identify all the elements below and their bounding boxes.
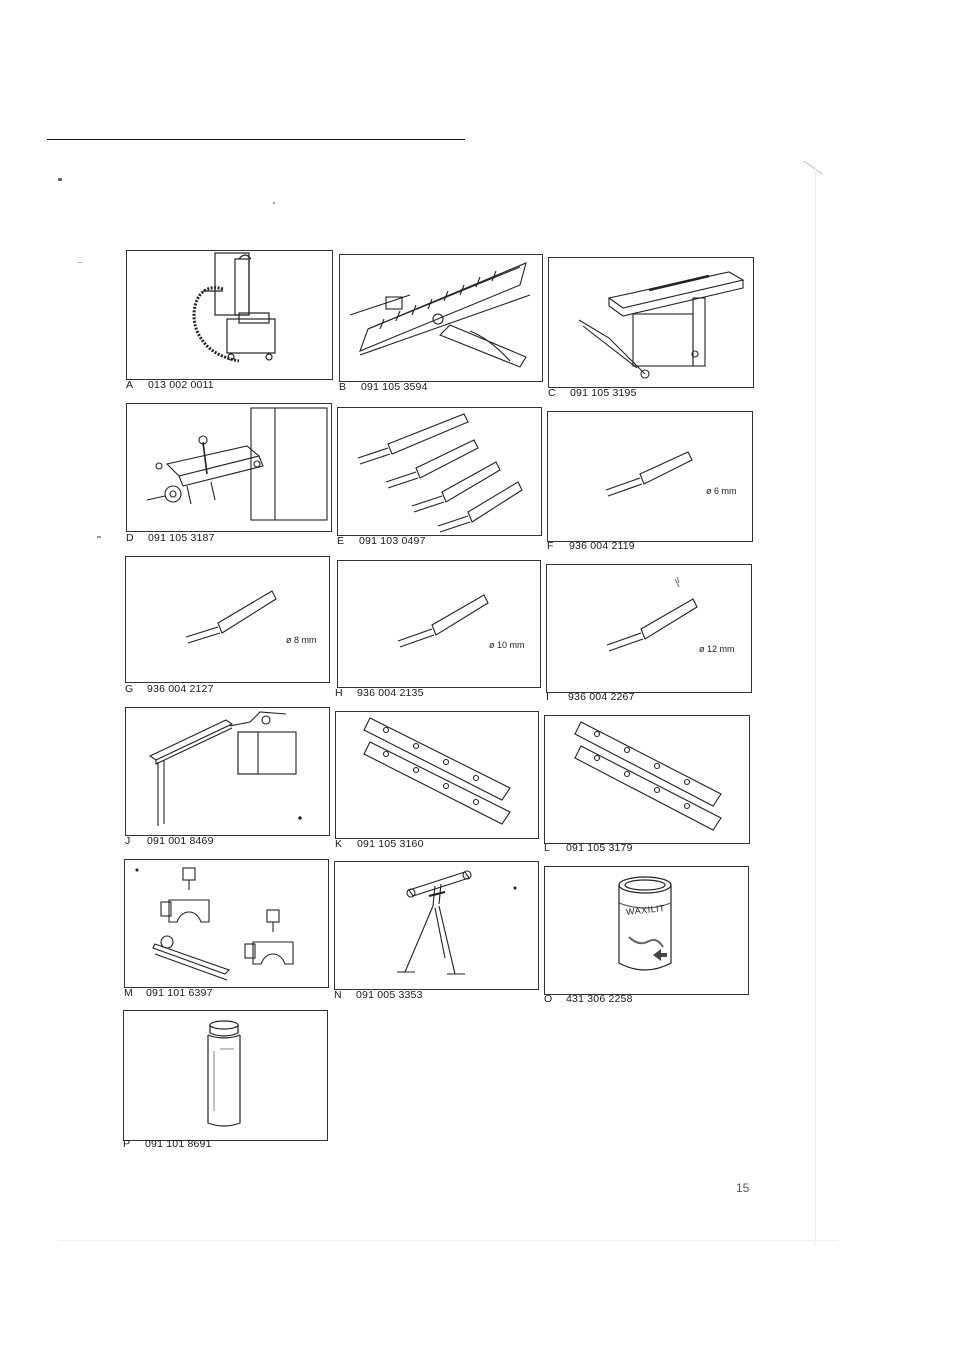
item-caption-k — [335, 838, 424, 850]
item-caption-c — [548, 387, 637, 399]
scan-speck — [58, 178, 62, 181]
item-caption-d — [126, 532, 215, 544]
roller-stand-illustration — [334, 861, 539, 990]
item-letter: G — [125, 683, 134, 695]
part-number: 091 001 8469 — [147, 835, 214, 847]
part-number: 936 004 2135 — [357, 687, 424, 699]
planer-table-illustration — [548, 257, 754, 388]
item-letter: I — [546, 691, 550, 703]
item-caption-b — [339, 381, 428, 393]
item-caption-n — [334, 989, 423, 1001]
mortising-table-illustration — [126, 403, 332, 532]
item-letter: K — [335, 838, 343, 850]
part-number: 013 002 0011 — [148, 379, 214, 391]
item-caption-f — [547, 540, 635, 552]
drill-bit-illustration — [125, 556, 330, 683]
scan-mark — [800, 158, 826, 178]
drill-bit-illustration — [337, 560, 541, 688]
item-caption-o — [544, 993, 633, 1005]
part-number: 091 105 3594 — [361, 381, 428, 393]
part-number: 091 105 3179 — [566, 842, 633, 854]
part-number: 091 101 6397 — [146, 987, 213, 999]
part-number: 091 103 0497 — [359, 535, 426, 547]
scan-speck — [78, 262, 82, 263]
part-number: 431 306 2258 — [566, 993, 633, 1005]
dust-extractor-illustration — [126, 250, 333, 380]
part-number: 091 105 3195 — [570, 387, 637, 399]
item-caption-e — [337, 535, 426, 547]
item-letter: A — [126, 379, 134, 391]
part-number: 091 101 8691 — [145, 1138, 212, 1150]
item-caption-i — [546, 691, 635, 703]
blade-setting-gauge-illustration — [124, 859, 329, 988]
item-caption-p — [123, 1138, 212, 1150]
item-letter: E — [337, 535, 345, 547]
part-number: 936 004 2267 — [568, 691, 635, 703]
part-number: 091 105 3160 — [357, 838, 424, 850]
item-caption-l — [544, 842, 633, 854]
planer-blades-illustration — [544, 715, 750, 844]
item-letter: J — [125, 835, 131, 847]
part-number: 091 105 3187 — [148, 532, 215, 544]
item-caption-m — [124, 987, 213, 999]
scan-edge — [815, 165, 816, 1245]
table-extension-illustration — [125, 707, 330, 836]
diameter-label: ø 10 mm — [489, 640, 525, 650]
item-letter: D — [126, 532, 134, 544]
part-number: 936 004 2127 — [147, 683, 214, 695]
item-letter: H — [335, 687, 343, 699]
page-number: 15 — [736, 1181, 750, 1195]
item-letter: P — [123, 1138, 131, 1150]
item-caption-a — [126, 379, 214, 391]
item-letter: F — [547, 540, 554, 552]
waxilit-can-illustration — [544, 866, 749, 995]
spray-can-illustration — [123, 1010, 328, 1141]
can-label: WAXILIT — [625, 902, 666, 918]
item-letter: L — [544, 842, 551, 854]
heading-rule — [47, 139, 465, 140]
diameter-label: ø 12 mm — [699, 644, 735, 654]
item-letter: B — [339, 381, 347, 393]
drill-bit-illustration — [547, 411, 753, 542]
part-number: 091 005 3353 — [356, 989, 423, 1001]
item-letter: M — [124, 987, 133, 999]
diameter-label: ø 8 mm — [286, 635, 317, 645]
diameter-label: ø 6 mm — [706, 486, 737, 496]
scan-edge — [58, 1240, 838, 1241]
item-caption-j — [125, 835, 214, 847]
item-letter: N — [334, 989, 342, 1001]
item-caption-g — [125, 683, 214, 695]
drill-bit-illustration — [546, 564, 752, 693]
scan-speck — [97, 536, 101, 538]
item-caption-h — [335, 687, 424, 699]
part-number: 936 004 2119 — [569, 540, 635, 552]
fence-illustration — [339, 254, 543, 382]
planer-blades-illustration — [335, 711, 539, 839]
scan-speck — [273, 202, 275, 204]
item-letter: O — [544, 993, 553, 1005]
drill-bit-set-illustration — [337, 407, 542, 536]
item-letter: C — [548, 387, 556, 399]
